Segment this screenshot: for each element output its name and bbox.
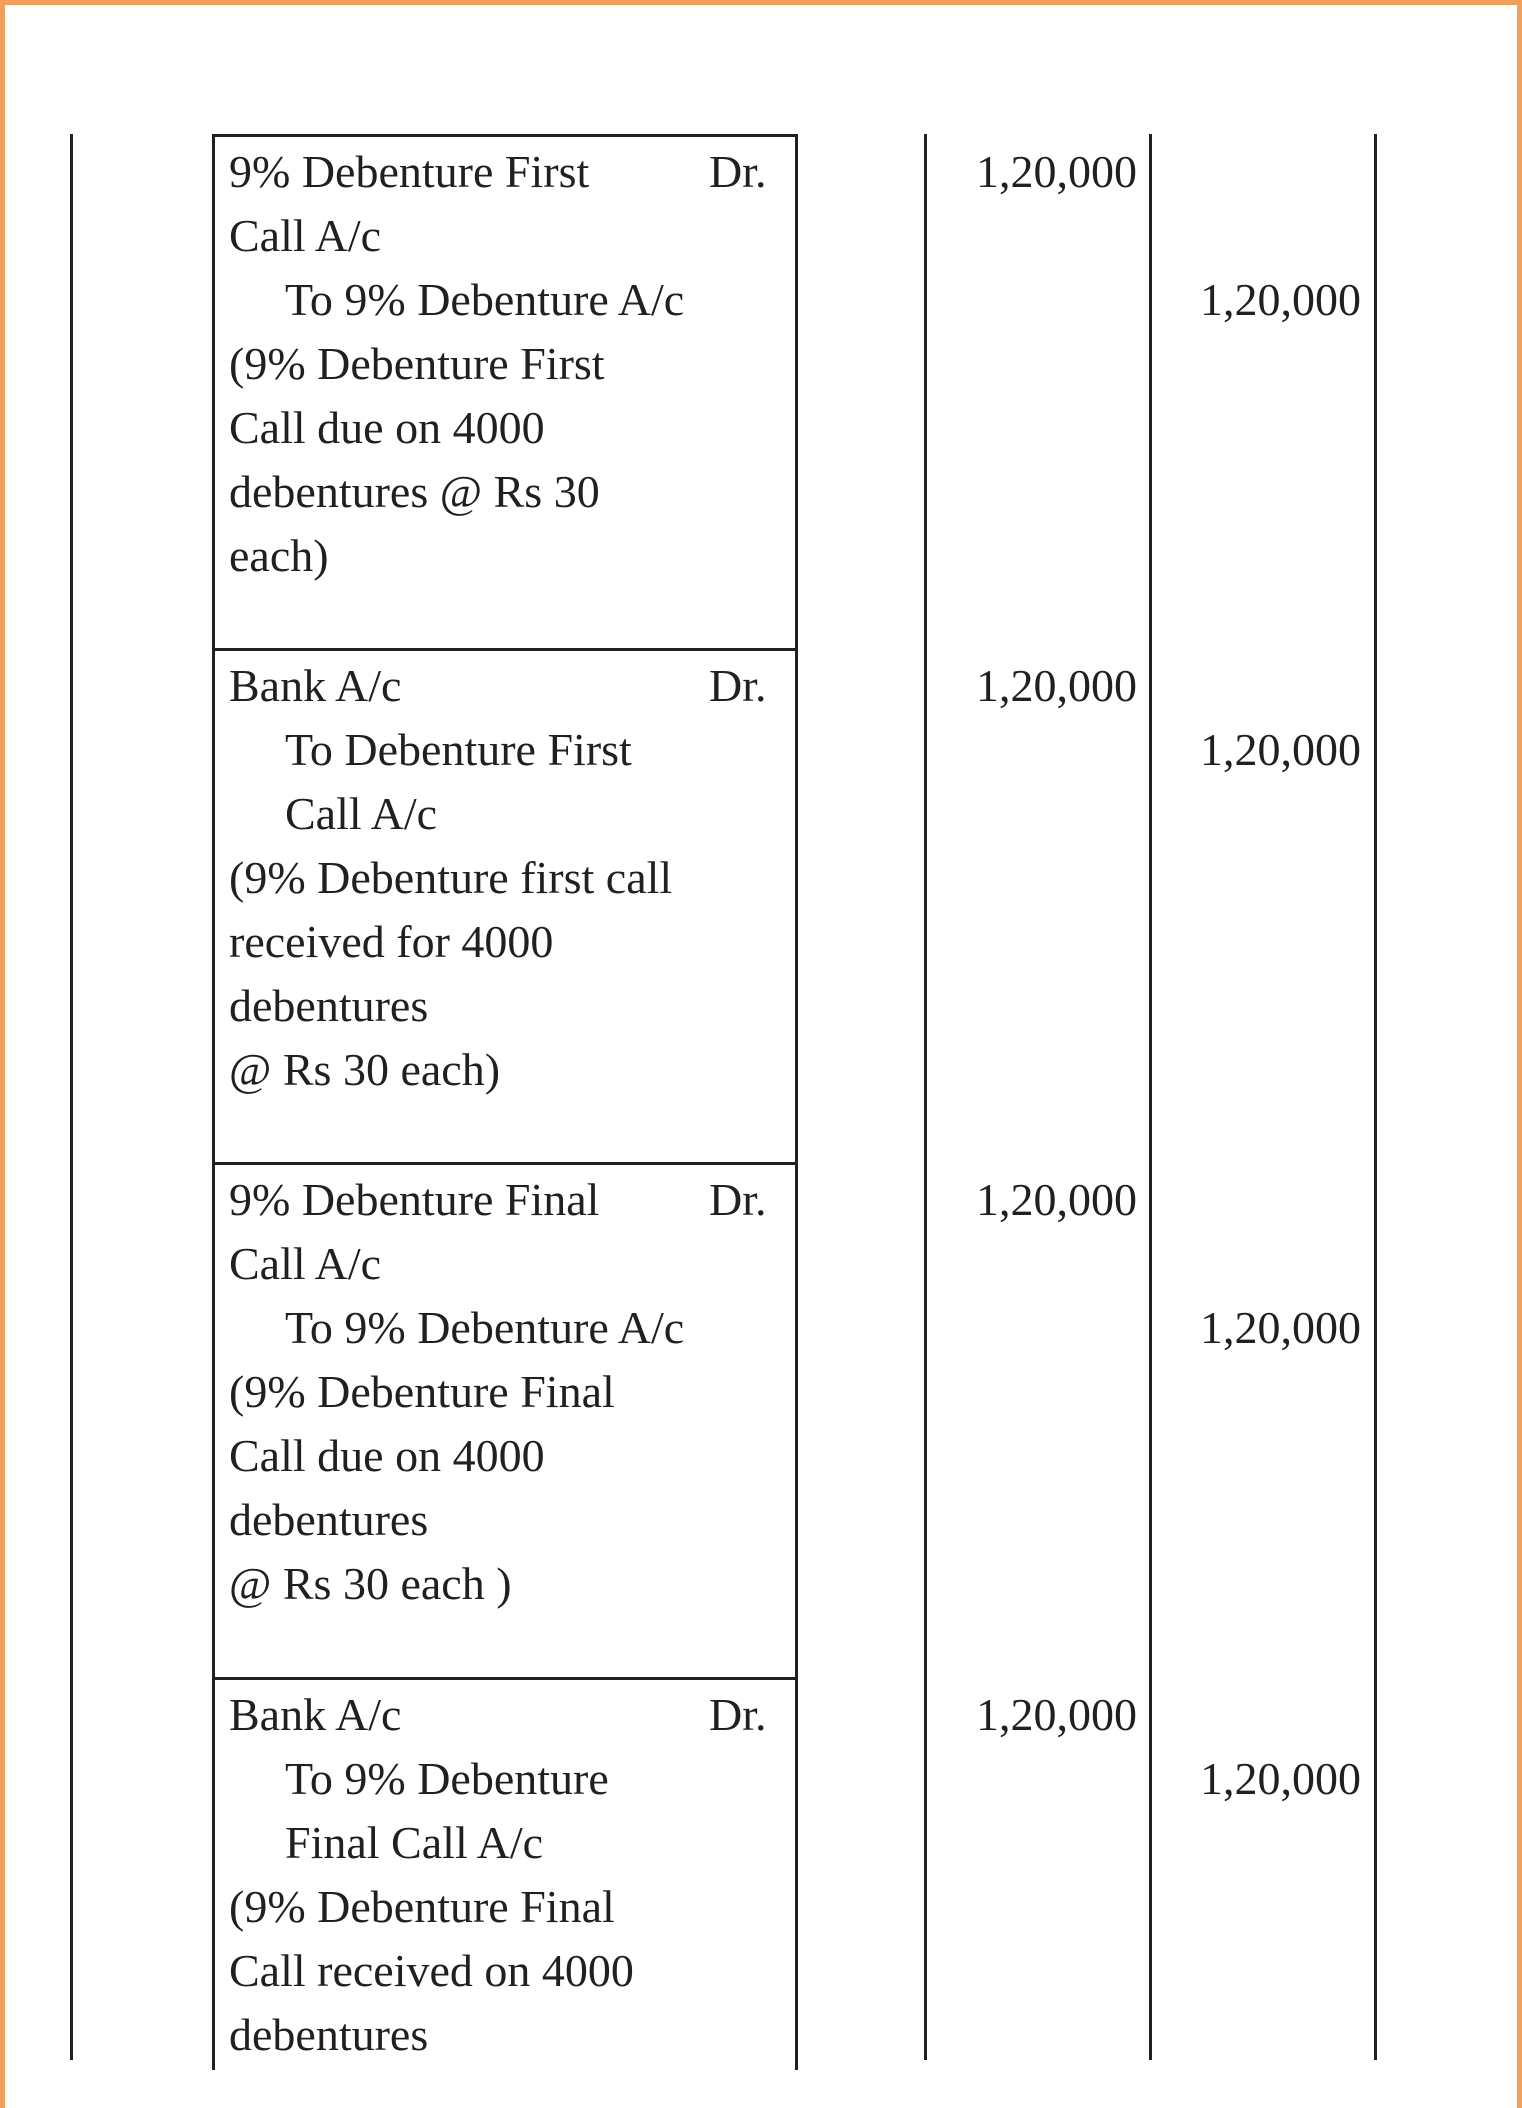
credit-account-line: To 9% Debenture <box>285 1753 609 1804</box>
narration-line: Call A/c <box>229 1238 382 1289</box>
credit-account-line: To 9% Debenture A/c <box>285 274 685 325</box>
debit-amount: 1,20,000 <box>976 1174 1137 1225</box>
narration-line: Call received on 4000 <box>229 1945 634 1996</box>
debit-column-rule <box>924 134 927 2060</box>
dr-label: Dr. <box>709 1174 767 1225</box>
narration-line: Call A/c <box>229 210 382 261</box>
credit-amount: 1,20,000 <box>1200 1302 1361 1353</box>
credit-account-line: To Debenture First <box>285 724 632 775</box>
debit-account-line: Bank A/c <box>229 660 402 711</box>
debit-amount: 1,20,000 <box>976 1689 1137 1740</box>
narration-line: debentures <box>229 2009 429 2060</box>
narration-line: @ Rs 30 each) <box>229 1044 501 1095</box>
narration-line: debentures <box>229 980 429 1031</box>
narration-line: each) <box>229 530 329 581</box>
credit-account-line: Call A/c <box>285 788 438 839</box>
dr-label: Dr. <box>709 146 767 197</box>
debit-account-line: 9% Debenture First <box>229 146 590 197</box>
narration-line: received for 4000 <box>229 916 554 967</box>
credit-amount: 1,20,000 <box>1200 1753 1361 1804</box>
narration-line: (9% Debenture Final <box>229 1881 615 1932</box>
dr-label: Dr. <box>709 660 767 711</box>
narration-line: debentures <box>229 1494 429 1545</box>
debit-account-line: 9% Debenture Final <box>229 1174 600 1225</box>
narration-line: debentures @ Rs 30 <box>229 466 600 517</box>
dr-label: Dr. <box>709 1689 767 1740</box>
narration-line: (9% Debenture First <box>229 338 605 389</box>
narration-line: (9% Debenture first call <box>229 852 673 903</box>
narration-line: Call due on 4000 <box>229 1430 545 1481</box>
right-column-rule <box>1374 134 1377 2060</box>
debit-account-line: Bank A/c <box>229 1689 402 1740</box>
debit-amount: 1,20,000 <box>976 146 1137 197</box>
credit-amount: 1,20,000 <box>1200 274 1361 325</box>
narration-line: @ Rs 30 each ) <box>229 1558 512 1609</box>
narration-line: Call due on 4000 <box>229 402 545 453</box>
credit-account-line: Final Call A/c <box>285 1817 544 1868</box>
credit-amount: 1,20,000 <box>1200 724 1361 775</box>
credit-account-line: To 9% Debenture A/c <box>285 1302 685 1353</box>
date-column-rule <box>70 134 73 2060</box>
debit-amount: 1,20,000 <box>976 660 1137 711</box>
narration-line: (9% Debenture Final <box>229 1366 615 1417</box>
